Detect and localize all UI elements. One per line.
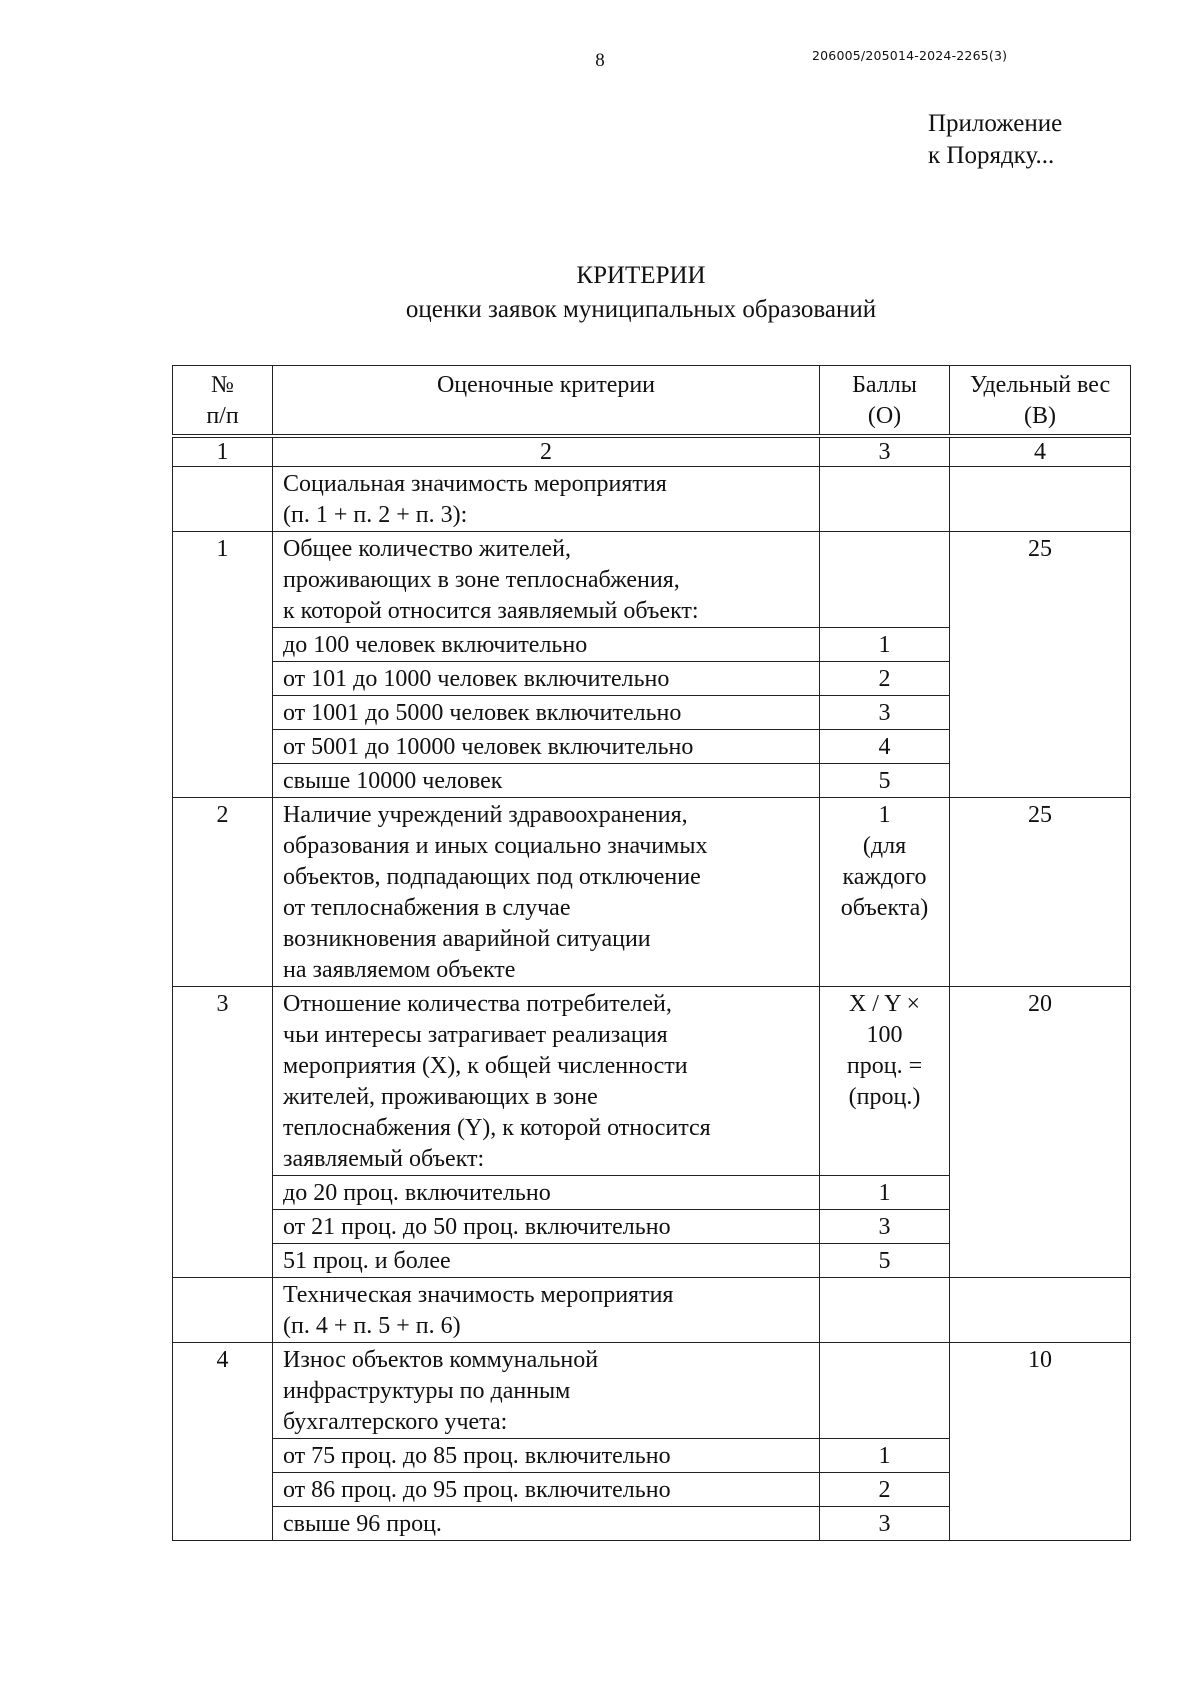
criterion-weight: 25 — [950, 532, 1131, 798]
option-points: 1 — [820, 628, 950, 662]
criteria-table — [172, 365, 1131, 1541]
column-numbers-row — [173, 436, 1131, 467]
criterion-row — [173, 987, 1131, 1176]
criterion-row — [173, 1343, 1131, 1439]
section-heading: Социальная значимость мероприятия (п. 1 + п. 2 + п. 3): — [273, 467, 820, 532]
option-points: 5 — [820, 764, 950, 798]
option-points: 3 — [820, 696, 950, 730]
document-subtitle: оценки заявок муниципальных образований — [405, 296, 877, 323]
header-weight: Удельный вес (В) — [950, 366, 1131, 437]
header-criteria: Оценочные критерии — [273, 366, 820, 437]
option-label: свыше 10000 человек — [273, 764, 820, 798]
section-heading: Техническая значимость мероприятия (п. 4 + п. 5 + п. 6) — [273, 1278, 820, 1343]
criterion-number: 1 — [173, 532, 273, 798]
option-points: 5 — [820, 1244, 950, 1278]
option-label: 51 проц. и более — [273, 1244, 820, 1278]
option-points: 3 — [820, 1507, 950, 1541]
option-points: 3 — [820, 1210, 950, 1244]
document-id: 206005/205014-2024-2265(3) — [812, 48, 1008, 63]
appendix-note — [928, 108, 1062, 172]
appendix-line: к Порядку... — [928, 142, 1055, 169]
option-label: до 100 человек включительно — [273, 628, 820, 662]
section-heading-row — [173, 467, 1131, 532]
criterion-row — [173, 532, 1131, 628]
column-number: 1 — [173, 436, 273, 467]
option-label: от 5001 до 10000 человек включительно — [273, 730, 820, 764]
criterion-number: 3 — [173, 987, 273, 1278]
page-number: 8 — [595, 50, 605, 71]
option-label: до 20 проц. включительно — [273, 1176, 820, 1210]
criterion-weight: 25 — [950, 798, 1131, 987]
option-points: 2 — [820, 662, 950, 696]
column-number: 3 — [820, 436, 950, 467]
option-points: 1 — [820, 1176, 950, 1210]
criterion-number: 2 — [173, 798, 273, 987]
option-label: от 75 проц. до 85 проц. включительно — [273, 1439, 820, 1473]
appendix-line: Приложение — [928, 110, 1063, 137]
criterion-text: Отношение количества потребителей, чьи интересы затрагивает реализация мероприятия (X), к общей численности жителей, проживающих в зоне теплоснабжения (Y), к которой относится заявляемый объект: — [273, 987, 820, 1176]
option-label: от 101 до 1000 человек включительно — [273, 662, 820, 696]
criterion-text: Износ объектов коммунальной инфраструктуры по данным бухгалтерского учета: — [273, 1343, 820, 1439]
header-num: № п/п — [173, 366, 273, 437]
option-points: 4 — [820, 730, 950, 764]
header-points: Баллы (О) — [820, 366, 950, 437]
criterion-weight: 10 — [950, 1343, 1131, 1541]
column-number: 2 — [273, 436, 820, 467]
criterion-row — [173, 798, 1131, 987]
document-title: КРИТЕРИИ — [576, 262, 706, 289]
criterion-text: Общее количество жителей, проживающих в зоне теплоснабжения, к которой относится заявляемый объект: — [273, 532, 820, 628]
column-number: 4 — [950, 436, 1131, 467]
criterion-points: 1 (для каждого объекта) — [820, 798, 950, 987]
option-label: от 21 проц. до 50 проц. включительно — [273, 1210, 820, 1244]
table-header-row — [173, 366, 1131, 437]
criterion-points: X / Y × 100 проц. = (проц.) — [820, 987, 950, 1176]
option-points: 1 — [820, 1439, 950, 1473]
option-label: от 1001 до 5000 человек включительно — [273, 696, 820, 730]
criterion-text: Наличие учреждений здравоохранения, образования и иных социально значимых объектов, подпадающих под отключение от теплоснабжения в случае возникновения аварийной ситуации на заявляемом объекте — [273, 798, 820, 987]
option-label: от 86 проц. до 95 проц. включительно — [273, 1473, 820, 1507]
section-heading-row — [173, 1278, 1131, 1343]
criterion-number: 4 — [173, 1343, 273, 1541]
option-label: свыше 96 проц. — [273, 1507, 820, 1541]
option-points: 2 — [820, 1473, 950, 1507]
criterion-weight: 20 — [950, 987, 1131, 1278]
